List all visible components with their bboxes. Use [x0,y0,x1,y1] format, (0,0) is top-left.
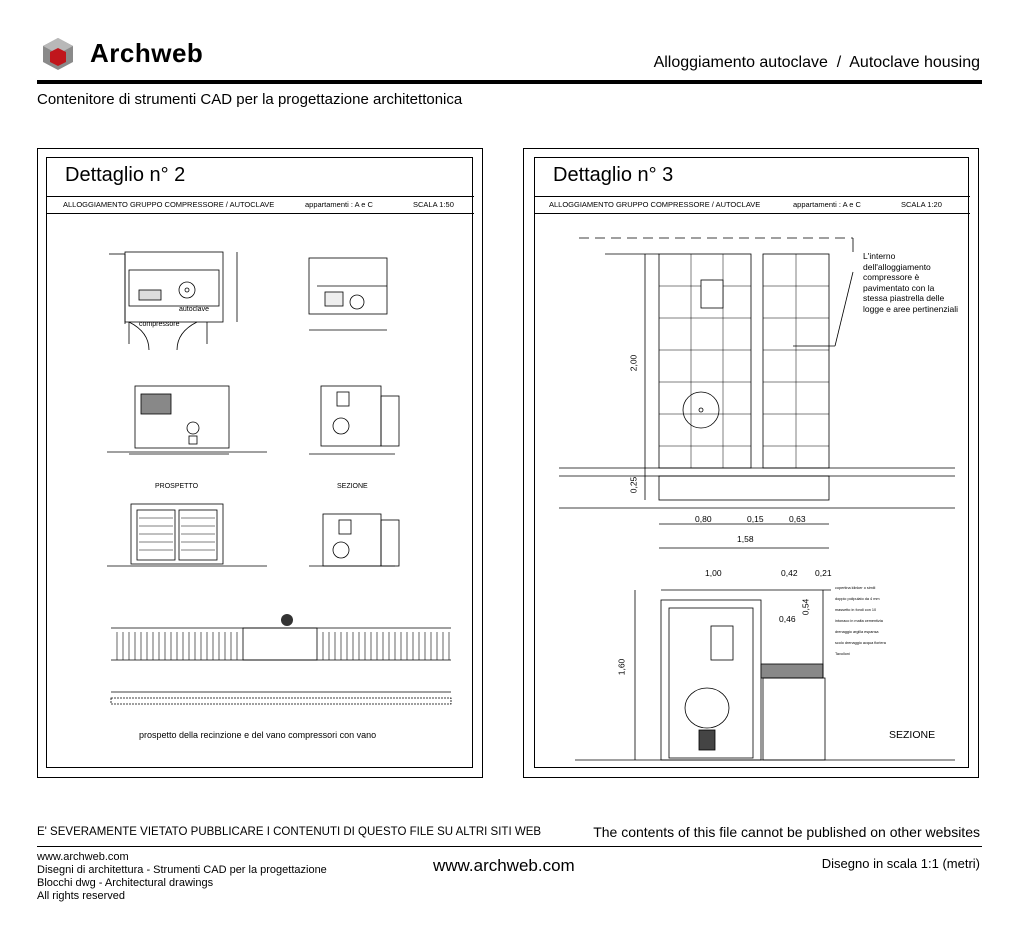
sheet-3-strip-top [535,196,970,197]
footer-scale: Disegno in scala 1:1 (metri) [821,856,980,871]
label-autoclave: autoclave [179,306,209,313]
dim-s-w2: 0,42 [781,568,798,578]
sheet-2-drawings [47,214,474,769]
section-note: intonaco in malta cementizia [835,619,883,623]
footer-line: Blocchi dwg - Architectural drawings [37,877,214,889]
dim-w1: 0,80 [695,514,712,524]
sheet-2-strip-right: SCALA 1:50 [413,200,454,209]
section-note: doppio polipulato da 4 mm [835,597,880,601]
note-line: compressore è [863,272,920,282]
section-note: drenaggio argilla espansa [835,630,879,634]
sheet-3-title: Dettaglio n° 3 [553,164,674,186]
footer-line: Disegni di architettura - Strumenti CAD per la progettazione [37,864,327,876]
archweb-logo-icon [40,36,76,72]
brand-name: Archweb [90,38,204,68]
note-line: dell'alloggiamento [863,261,931,272]
dim-total: 1,58 [737,534,754,544]
page-subtitle: Contenitore di strumenti CAD per la progettazione architettonica [37,91,463,108]
sheet-2-strip-mid: appartamenti : A e C [305,200,373,209]
page-title: Alloggiamento autoclave / Autoclave housing [653,54,980,71]
dim-h1: 2,00 [628,354,639,372]
note-line: logge e aree pertinenziali [863,303,958,314]
section-notes [835,583,886,660]
sheet-detail-3 [523,148,979,778]
footer-line[interactable]: www.archweb.com [37,851,129,863]
note-line: L'interno [863,251,896,261]
footer-divider [37,846,982,847]
label-compressore: compressore [139,321,180,328]
sheet-2-caption: prospetto della recinzione e del vano compressori con vano [139,730,377,740]
sheet-2-strip-left: ALLOGGIAMENTO GRUPPO COMPRESSORE / AUTOCLAVE [63,200,275,209]
label-sezione: SEZIONE [337,483,368,490]
footer-warning-en: The contents of this file cannot be published on other websites [593,824,980,840]
sheet-3-strip-right: SCALA 1:20 [901,200,942,209]
dim-s-w3: 0,21 [815,568,832,578]
sheet-2-frame [46,157,473,768]
sheet-3-frame [534,157,969,768]
sheet-3-strip-mid: appartamenti : A e C [793,200,861,209]
header-divider [37,80,982,84]
dim-s-h: 1,60 [616,658,627,676]
label-prospetto: PROSPETTO [155,483,199,490]
sheet-3-strip-left: ALLOGGIAMENTO GRUPPO COMPRESSORE / AUTOCLAVE [549,200,761,209]
dim-w2: 0,15 [747,514,764,524]
sheet-detail-2 [37,148,483,778]
dim-h2: 0,25 [628,476,639,494]
dim-s-v1: 0,54 [800,598,811,616]
footer-warning-it: E' SEVERAMENTE VIETATO PUBBLICARE I CONTENUTI DI QUESTO FILE SU ALTRI SITI WEB [37,826,542,838]
note-line: pavimentato con la [863,282,935,293]
sheet-2-title: Dettaglio n° 2 [65,164,186,186]
sheet-3-note [863,251,958,314]
dim-s-w1: 1,00 [705,568,722,578]
dim-s-v2: 0,46 [779,614,796,624]
sheet-2-strip-top [47,196,474,197]
footer-website-link[interactable]: www.archweb.com [433,856,575,875]
section-note: scolo drenaggio acqua fioriera [835,641,886,645]
footer-line: All rights reserved [37,890,126,902]
section-note: copertina klinker o simili [835,586,876,590]
note-line: stessa piastrella delle [863,293,945,303]
footer-info [37,851,327,903]
section-note: Tavolloni [835,652,850,656]
section-label: SEZIONE [889,729,936,741]
section-note: massetto in fondi con 10 [835,608,877,612]
dim-w3: 0,63 [789,514,806,524]
